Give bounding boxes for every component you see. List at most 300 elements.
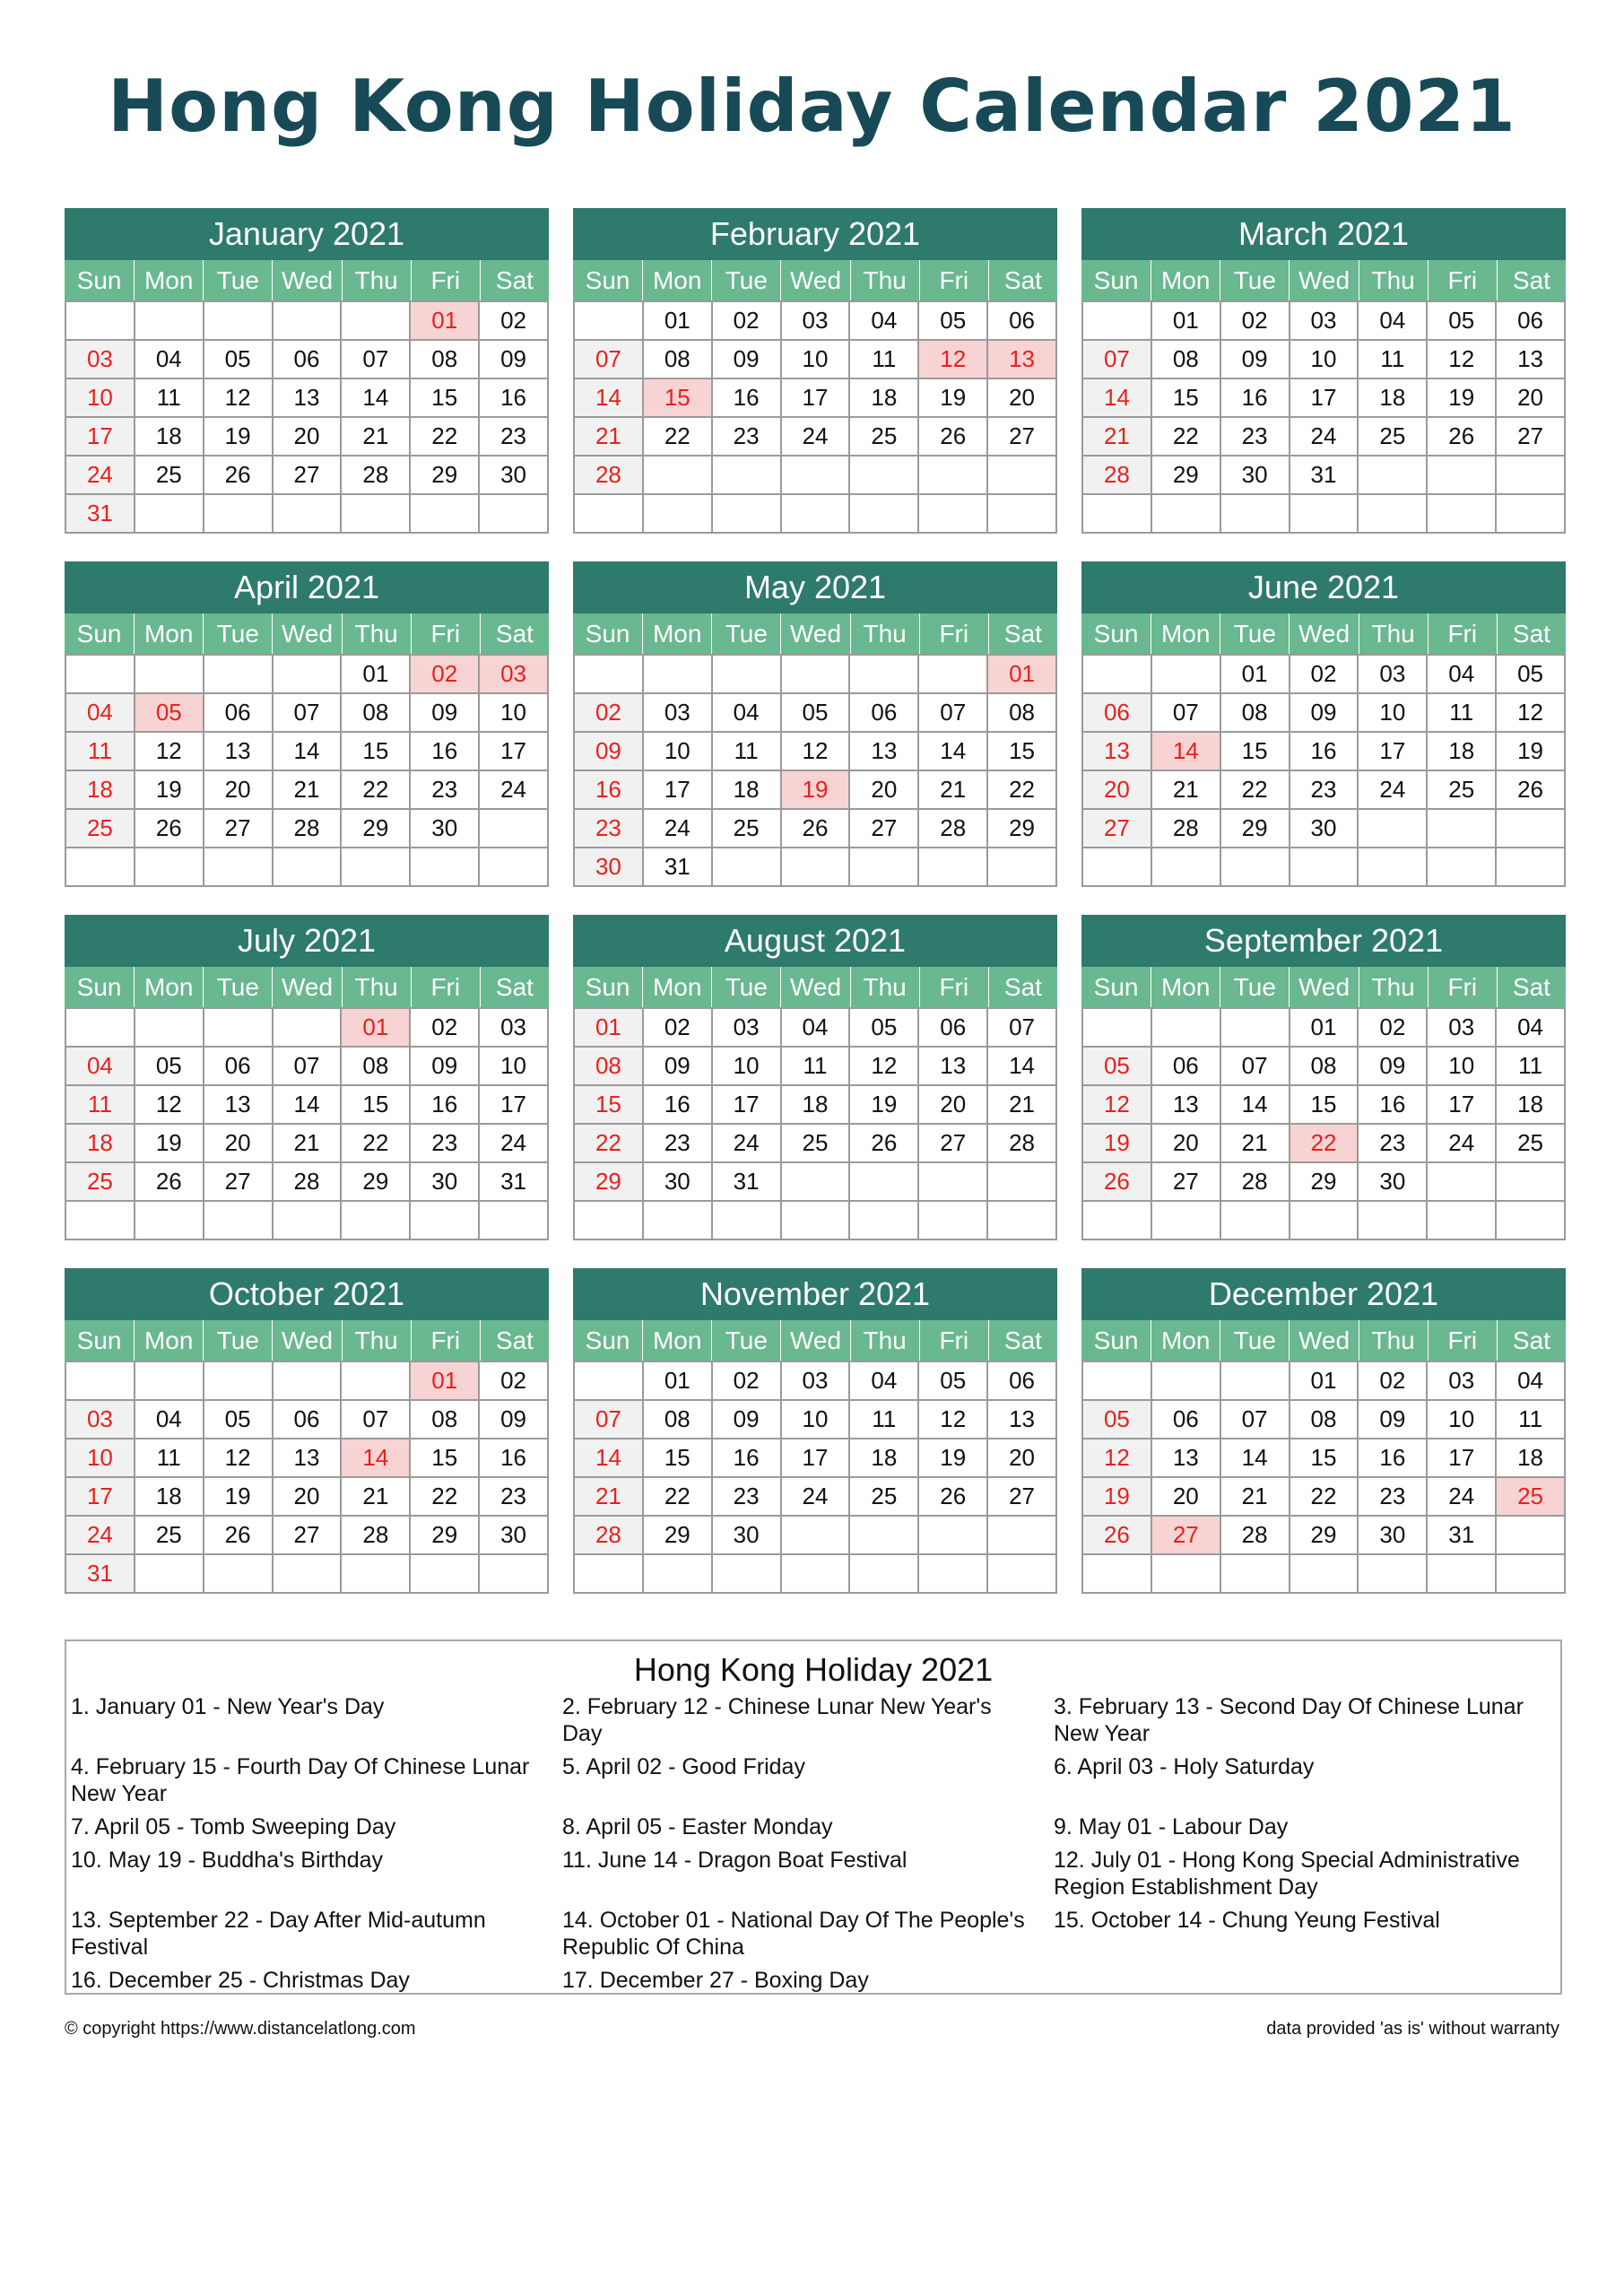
weekday-label: Fri	[1428, 260, 1497, 300]
day-cell: 31	[713, 1163, 782, 1202]
empty-cell	[1428, 457, 1497, 495]
day-cell: 21	[575, 418, 644, 457]
day-grid	[65, 654, 549, 887]
day-cell: 08	[1221, 694, 1290, 733]
empty-cell	[919, 1517, 988, 1555]
day-cell: 11	[66, 1086, 135, 1125]
day-cell: 16	[411, 733, 480, 771]
day-cell: 08	[644, 1401, 713, 1439]
day-cell: 28	[575, 457, 644, 495]
weekday-label: Sat	[480, 1320, 549, 1361]
day-cell: 17	[66, 418, 135, 457]
day-cell: 13	[919, 1048, 988, 1086]
day-cell: 04	[1428, 656, 1497, 694]
day-cell: 19	[1428, 379, 1497, 418]
day-cell: 11	[850, 1401, 919, 1439]
weekday-label: Mon	[642, 613, 711, 654]
day-cell: 28	[342, 457, 411, 495]
day-cell: 11	[1359, 341, 1428, 379]
day-cell: 17	[1428, 1086, 1497, 1125]
empty-cell	[713, 1555, 782, 1594]
day-cell: 31	[644, 848, 713, 887]
weekday-label: Sun	[76, 973, 122, 1001]
weekday-label: Wed	[272, 967, 341, 1007]
day-cell: 18	[66, 1125, 135, 1163]
empty-cell	[1083, 1555, 1152, 1594]
day-cell: 02	[1221, 302, 1290, 341]
empty-cell	[1083, 495, 1152, 534]
month-calendar	[65, 1268, 549, 1594]
day-cell: 14	[575, 1439, 644, 1478]
empty-cell	[1290, 1555, 1359, 1594]
weekday-label: Mon	[1151, 967, 1220, 1007]
month-title: July 2021	[65, 915, 549, 967]
day-cell: 06	[1152, 1401, 1221, 1439]
empty-cell	[274, 495, 343, 534]
day-cell: 13	[204, 1086, 274, 1125]
day-cell: 05	[782, 694, 851, 733]
day-cell: 01	[411, 1362, 480, 1401]
day-cell: 09	[713, 1401, 782, 1439]
empty-cell	[850, 656, 919, 694]
day-cell: 27	[274, 457, 343, 495]
day-cell: 16	[480, 1439, 549, 1478]
empty-cell	[1497, 495, 1566, 534]
day-cell: 19	[204, 1478, 274, 1517]
day-cell: 07	[1221, 1048, 1290, 1086]
weekday-label: Sun	[585, 620, 630, 648]
day-cell: 02	[644, 1009, 713, 1048]
day-cell: 10	[480, 1048, 549, 1086]
day-cell: 07	[575, 341, 644, 379]
day-cell: 01	[342, 656, 411, 694]
day-cell: 16	[644, 1086, 713, 1125]
day-cell: 10	[1428, 1048, 1497, 1086]
day-cell: 28	[1083, 457, 1152, 495]
day-cell: 29	[988, 810, 1057, 848]
empty-cell	[66, 848, 135, 887]
day-cell: 22	[1290, 1478, 1359, 1517]
day-cell: 08	[1290, 1048, 1359, 1086]
day-cell: 26	[204, 1517, 274, 1555]
day-cell: 27	[988, 418, 1057, 457]
empty-cell	[1152, 656, 1221, 694]
day-cell: 12	[135, 733, 204, 771]
empty-cell	[1152, 495, 1221, 534]
empty-cell	[850, 1202, 919, 1240]
day-cell: 09	[1359, 1048, 1428, 1086]
weekday-label: Sun	[1093, 620, 1139, 648]
weekday-label: Tue	[203, 613, 272, 654]
day-cell: 30	[1290, 810, 1359, 848]
empty-cell	[575, 302, 644, 341]
empty-cell	[411, 848, 480, 887]
day-cell: 10	[782, 341, 851, 379]
day-cell: 05	[850, 1009, 919, 1048]
day-cell: 14	[274, 733, 343, 771]
weekday-label: Sat	[988, 967, 1057, 1007]
day-cell: 18	[135, 1478, 204, 1517]
day-cell: 05	[1083, 1048, 1152, 1086]
empty-cell	[274, 1362, 343, 1401]
weekday-label: Sat	[480, 613, 549, 654]
weekday-label: Mon	[134, 613, 203, 654]
day-cell: 27	[274, 1517, 343, 1555]
empty-cell	[342, 1555, 411, 1594]
empty-cell	[850, 848, 919, 887]
day-cell: 03	[644, 694, 713, 733]
day-cell: 24	[66, 457, 135, 495]
day-cell: 16	[1290, 733, 1359, 771]
holiday-list-item: 14. October 01 - National Day Of The People's Republic Of China	[562, 1908, 1025, 1960]
day-cell: 12	[204, 1439, 274, 1478]
day-cell: 16	[411, 1086, 480, 1125]
day-cell: 30	[713, 1517, 782, 1555]
empty-cell	[988, 1555, 1057, 1594]
day-cell: 23	[411, 1125, 480, 1163]
weekday-label: Thu	[1359, 967, 1428, 1007]
weekday-label: Fri	[919, 260, 988, 300]
weekday-label: Fri	[1428, 967, 1497, 1007]
day-cell: 30	[575, 848, 644, 887]
day-cell: 31	[1428, 1517, 1497, 1555]
weekday-label: Thu	[1359, 613, 1428, 654]
weekday-header-row	[1081, 260, 1566, 300]
day-cell: 20	[919, 1086, 988, 1125]
day-cell: 13	[204, 733, 274, 771]
day-cell: 03	[1290, 302, 1359, 341]
day-cell: 12	[1497, 694, 1566, 733]
day-cell: 26	[1083, 1163, 1152, 1202]
empty-cell	[135, 656, 204, 694]
day-cell: 28	[274, 1163, 343, 1202]
weekday-label: Tue	[711, 613, 780, 654]
weekday-label: Mon	[134, 967, 203, 1007]
day-cell: 23	[713, 1478, 782, 1517]
empty-cell	[1497, 457, 1566, 495]
empty-cell	[1290, 495, 1359, 534]
day-cell: 28	[919, 810, 988, 848]
weekday-label: Sat	[480, 967, 549, 1007]
day-cell: 18	[1497, 1439, 1566, 1478]
day-cell: 30	[1359, 1163, 1428, 1202]
weekday-label: Sat	[1497, 967, 1566, 1007]
day-cell: 23	[411, 771, 480, 810]
day-cell: 26	[919, 1478, 988, 1517]
day-cell: 09	[1359, 1401, 1428, 1439]
empty-cell	[575, 1362, 644, 1401]
day-cell: 16	[575, 771, 644, 810]
empty-cell	[782, 495, 851, 534]
day-cell: 14	[274, 1086, 343, 1125]
month-calendar	[1081, 208, 1566, 534]
day-cell: 11	[1497, 1401, 1566, 1439]
day-cell: 14	[919, 733, 988, 771]
day-cell: 10	[782, 1401, 851, 1439]
empty-cell	[1359, 848, 1428, 887]
empty-cell	[1221, 495, 1290, 534]
day-cell: 28	[274, 810, 343, 848]
day-cell: 04	[135, 341, 204, 379]
day-cell: 20	[274, 418, 343, 457]
holiday-list-item: 3. February 13 - Second Day Of Chinese Lunar New Year	[1054, 1694, 1524, 1746]
empty-cell	[575, 656, 644, 694]
day-cell: 15	[1290, 1439, 1359, 1478]
weekday-label: Sun	[585, 266, 630, 294]
weekday-label: Tue	[1220, 1320, 1289, 1361]
day-cell: 30	[411, 810, 480, 848]
day-grid	[1081, 654, 1566, 887]
day-cell: 25	[135, 457, 204, 495]
empty-cell	[575, 1555, 644, 1594]
weekday-label: Fri	[919, 613, 988, 654]
day-cell: 02	[713, 1362, 782, 1401]
day-cell: 11	[135, 379, 204, 418]
day-cell: 27	[1497, 418, 1566, 457]
weekday-label: Mon	[1151, 1320, 1220, 1361]
day-cell: 21	[1221, 1125, 1290, 1163]
day-cell: 17	[480, 1086, 549, 1125]
day-cell: 26	[919, 418, 988, 457]
day-cell: 28	[1221, 1517, 1290, 1555]
day-cell: 10	[1359, 694, 1428, 733]
day-cell: 22	[644, 1478, 713, 1517]
day-cell: 04	[135, 1401, 204, 1439]
empty-cell	[411, 1555, 480, 1594]
day-cell: 01	[1290, 1362, 1359, 1401]
day-cell: 28	[1221, 1163, 1290, 1202]
empty-cell	[1428, 1202, 1497, 1240]
weekday-label: Sat	[988, 260, 1057, 300]
weekday-label: Sat	[1497, 260, 1566, 300]
empty-cell	[342, 1202, 411, 1240]
day-cell: 02	[411, 656, 480, 694]
day-cell: 12	[135, 1086, 204, 1125]
weekday-label: Sun	[585, 1326, 630, 1354]
day-cell: 12	[1083, 1439, 1152, 1478]
empty-cell	[1083, 1009, 1152, 1048]
day-cell: 30	[644, 1163, 713, 1202]
weekday-label: Sat	[988, 613, 1057, 654]
day-cell: 25	[1497, 1125, 1566, 1163]
weekday-label: Fri	[919, 1320, 988, 1361]
weekday-label: Tue	[1220, 967, 1289, 1007]
empty-cell	[1428, 848, 1497, 887]
holiday-list-title: Hong Kong Holiday 2021	[633, 1651, 994, 1688]
day-cell: 03	[66, 1401, 135, 1439]
day-cell: 08	[411, 341, 480, 379]
day-cell: 13	[1083, 733, 1152, 771]
day-cell: 29	[342, 810, 411, 848]
empty-cell	[411, 495, 480, 534]
day-cell: 29	[342, 1163, 411, 1202]
holiday-list-item: 13. September 22 - Day After Mid-autumn Festival	[71, 1908, 486, 1960]
day-cell: 26	[1428, 418, 1497, 457]
empty-cell	[988, 1163, 1057, 1202]
day-cell: 30	[480, 457, 549, 495]
day-cell: 04	[66, 1048, 135, 1086]
day-cell: 23	[575, 810, 644, 848]
day-cell: 26	[1083, 1517, 1152, 1555]
day-cell: 01	[644, 302, 713, 341]
holiday-list-item: 11. June 14 - Dragon Boat Festival	[562, 1848, 908, 1873]
day-cell: 18	[713, 771, 782, 810]
day-cell: 23	[1221, 418, 1290, 457]
empty-cell	[66, 302, 135, 341]
empty-cell	[204, 1362, 274, 1401]
day-cell: 03	[782, 302, 851, 341]
empty-cell	[135, 1202, 204, 1240]
weekday-label: Fri	[919, 967, 988, 1007]
weekday-header-row	[573, 967, 1057, 1007]
day-cell: 27	[204, 810, 274, 848]
empty-cell	[66, 656, 135, 694]
weekday-label: Tue	[203, 1320, 272, 1361]
weekday-label: Thu	[1359, 1320, 1428, 1361]
day-cell: 22	[1221, 771, 1290, 810]
day-cell: 02	[411, 1009, 480, 1048]
day-cell: 16	[1359, 1439, 1428, 1478]
empty-cell	[204, 656, 274, 694]
empty-cell	[1497, 810, 1566, 848]
month-title: May 2021	[573, 561, 1057, 613]
day-cell: 09	[411, 694, 480, 733]
day-cell: 24	[66, 1517, 135, 1555]
holiday-list-box	[65, 1639, 1562, 1995]
weekday-label: Sun	[76, 620, 122, 648]
day-cell: 11	[782, 1048, 851, 1086]
empty-cell	[988, 1517, 1057, 1555]
day-cell: 22	[411, 1478, 480, 1517]
empty-cell	[135, 1555, 204, 1594]
day-cell: 09	[575, 733, 644, 771]
day-cell: 02	[480, 302, 549, 341]
day-cell: 22	[342, 771, 411, 810]
day-cell: 24	[782, 418, 851, 457]
day-cell: 03	[782, 1362, 851, 1401]
empty-cell	[1359, 810, 1428, 848]
day-cell: 22	[988, 771, 1057, 810]
empty-cell	[1497, 848, 1566, 887]
empty-cell	[919, 1202, 988, 1240]
month-title: October 2021	[65, 1268, 549, 1320]
empty-cell	[1290, 848, 1359, 887]
day-cell: 30	[411, 1163, 480, 1202]
day-cell: 21	[1083, 418, 1152, 457]
day-cell: 14	[1221, 1086, 1290, 1125]
day-grid	[573, 1361, 1057, 1594]
weekday-label: Wed	[780, 260, 849, 300]
month-calendar	[1081, 1268, 1566, 1594]
holiday-list	[66, 1693, 1560, 2000]
day-cell: 06	[1497, 302, 1566, 341]
day-cell: 05	[919, 302, 988, 341]
weekday-header-row	[65, 967, 549, 1007]
day-cell: 25	[850, 1478, 919, 1517]
day-cell: 28	[342, 1517, 411, 1555]
day-cell: 20	[1152, 1478, 1221, 1517]
empty-cell	[782, 1517, 851, 1555]
day-cell: 31	[480, 1163, 549, 1202]
day-cell: 22	[342, 1125, 411, 1163]
day-cell: 07	[575, 1401, 644, 1439]
day-cell: 13	[1152, 1086, 1221, 1125]
day-cell: 23	[1359, 1125, 1428, 1163]
empty-cell	[204, 1009, 274, 1048]
day-cell: 01	[411, 302, 480, 341]
day-cell: 01	[1152, 302, 1221, 341]
empty-cell	[135, 302, 204, 341]
month-title: April 2021	[65, 561, 549, 613]
month-title: January 2021	[65, 208, 549, 260]
weekday-label: Wed	[780, 1320, 849, 1361]
day-cell: 26	[782, 810, 851, 848]
day-cell: 24	[1428, 1125, 1497, 1163]
weekday-label: Thu	[850, 613, 919, 654]
weekday-label: Mon	[134, 1320, 203, 1361]
day-cell: 17	[66, 1478, 135, 1517]
holiday-list-item: 2. February 12 - Chinese Lunar New Year's Day	[562, 1694, 992, 1746]
day-cell: 02	[1290, 656, 1359, 694]
empty-cell	[988, 848, 1057, 887]
day-cell: 22	[1290, 1125, 1359, 1163]
day-cell: 07	[274, 1048, 343, 1086]
day-cell: 18	[850, 379, 919, 418]
day-cell: 31	[66, 1555, 135, 1594]
empty-cell	[274, 1555, 343, 1594]
month-calendar	[573, 1268, 1057, 1594]
day-grid	[573, 654, 1057, 887]
weekday-label: Mon	[642, 967, 711, 1007]
day-cell: 07	[274, 694, 343, 733]
month-title: August 2021	[573, 915, 1057, 967]
day-cell: 09	[480, 341, 549, 379]
day-cell: 12	[204, 379, 274, 418]
weekday-label: Fri	[1428, 1320, 1497, 1361]
empty-cell	[782, 457, 851, 495]
day-cell: 05	[1497, 656, 1566, 694]
day-cell: 20	[1497, 379, 1566, 418]
empty-cell	[782, 1163, 851, 1202]
empty-cell	[644, 495, 713, 534]
day-cell: 03	[66, 341, 135, 379]
day-cell: 19	[782, 771, 851, 810]
day-cell: 01	[644, 1362, 713, 1401]
day-cell: 20	[988, 1439, 1057, 1478]
weekday-label: Wed	[1289, 613, 1358, 654]
day-cell: 21	[342, 418, 411, 457]
day-cell: 27	[988, 1478, 1057, 1517]
empty-cell	[1497, 1517, 1566, 1555]
empty-cell	[1359, 495, 1428, 534]
weekday-label: Thu	[850, 967, 919, 1007]
disclaimer-text: data provided 'as is' without warranty	[1266, 2019, 1559, 2039]
empty-cell	[850, 1517, 919, 1555]
weekday-header-row	[1081, 1320, 1566, 1361]
weekday-label: Fri	[411, 260, 480, 300]
day-cell: 02	[1359, 1362, 1428, 1401]
day-cell: 29	[644, 1517, 713, 1555]
day-cell: 12	[1428, 341, 1497, 379]
day-cell: 30	[1221, 457, 1290, 495]
day-cell: 09	[1221, 341, 1290, 379]
day-grid	[65, 300, 549, 534]
day-cell: 29	[575, 1163, 644, 1202]
day-cell: 11	[135, 1439, 204, 1478]
day-cell: 06	[274, 341, 343, 379]
weekday-header-row	[65, 1320, 549, 1361]
day-cell: 27	[919, 1125, 988, 1163]
